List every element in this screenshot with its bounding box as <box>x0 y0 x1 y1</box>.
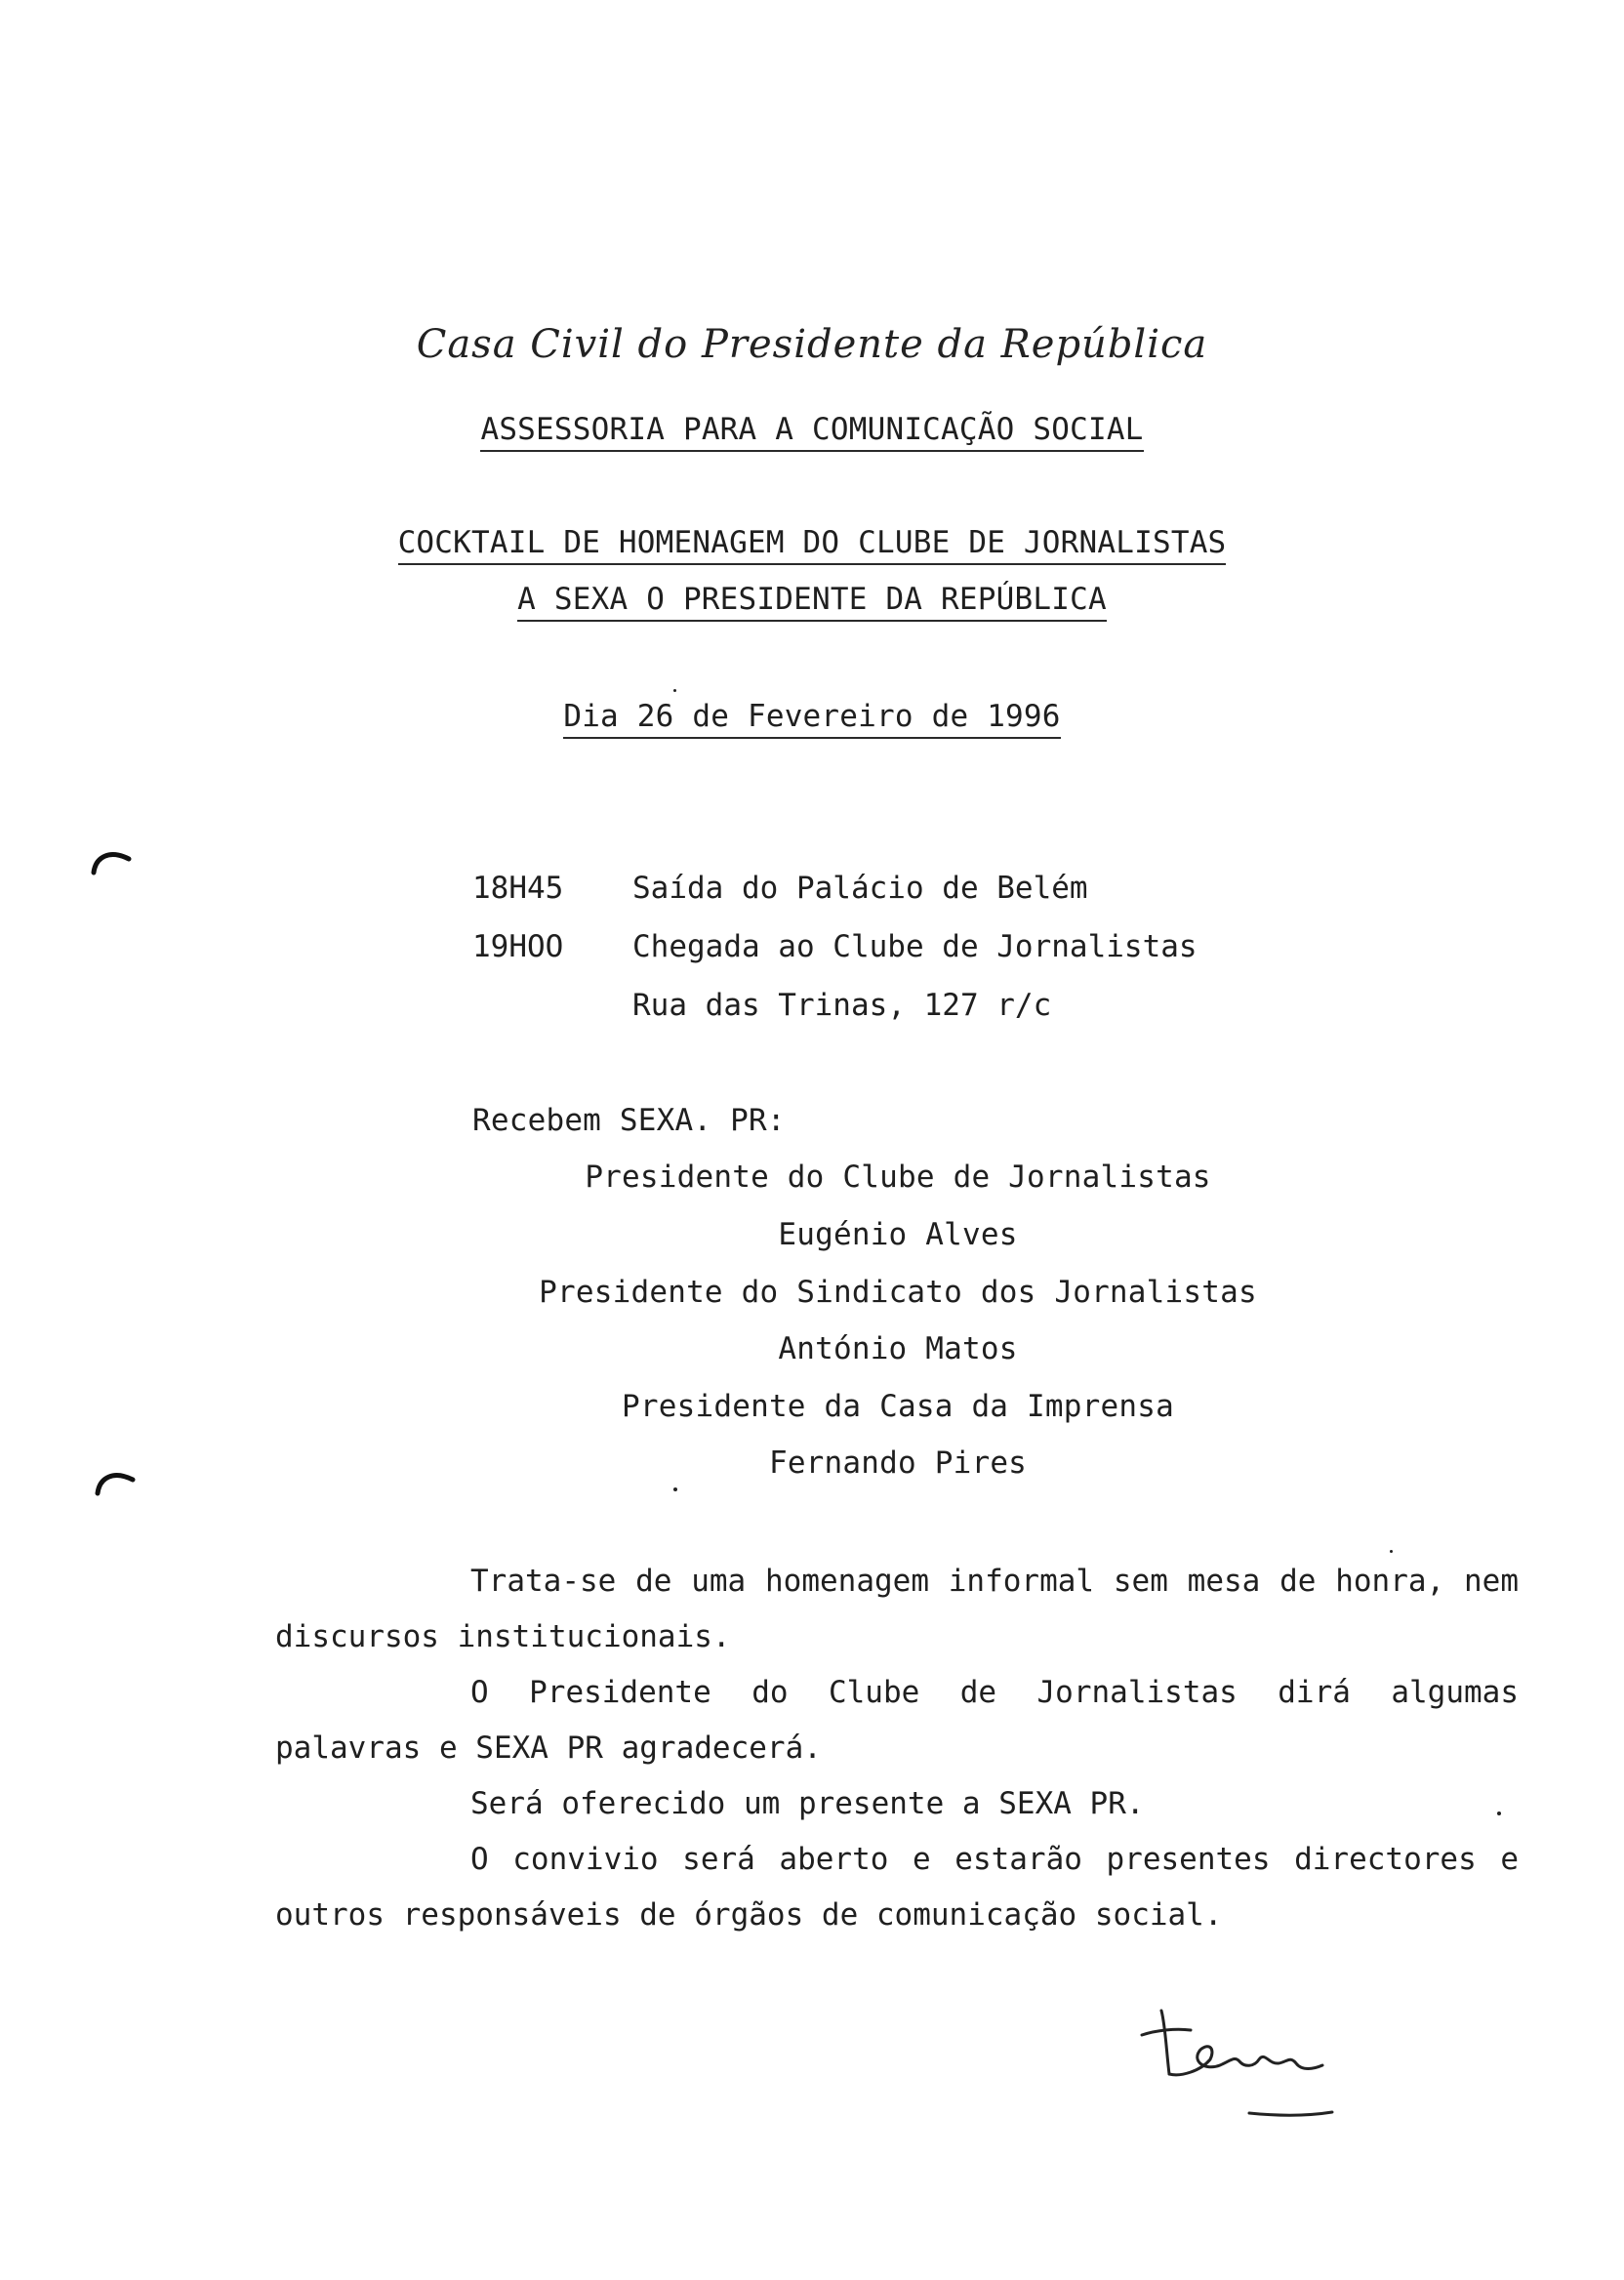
schedule-address: Rua das Trinas, 127 r/c <box>632 988 1052 1023</box>
event-title-line1-wrap <box>324 525 1300 565</box>
reception-line: Presidente do Clube de Jornalistas <box>585 1160 1211 1195</box>
paragraph: Será oferecido um presente a SEXA PR. <box>470 1786 1145 1821</box>
reception-line: Presidente do Sindicato dos Jornalistas <box>539 1275 1257 1310</box>
punch-hole-mark <box>88 839 137 878</box>
reception-heading: Recebem SEXA. PR: <box>472 1103 786 1138</box>
event-date: Dia 26 de Fevereiro de 1996 <box>563 699 1060 739</box>
speck <box>1390 1550 1393 1553</box>
event-date-wrap <box>324 699 1300 739</box>
schedule-text: Chegada ao Clube de Jornalistas <box>632 929 1198 964</box>
reception-line: Fernando Pires <box>768 1445 1028 1481</box>
department-heading-wrap <box>324 412 1300 452</box>
speck <box>673 689 676 692</box>
reception-line: Eugénio Alves <box>778 1217 1018 1252</box>
reception-line: Presidente da Casa da Imprensa <box>622 1389 1174 1424</box>
signature-mark <box>1122 1981 1376 2118</box>
reception-line: António Matos <box>778 1331 1018 1366</box>
paragraph: Trata-se de uma homenagem informal sem mesa de honra, nem discursos institucionais. <box>275 1564 1519 1654</box>
department-heading: ASSESSORIA PARA A COMUNICAÇÃO SOCIAL <box>480 412 1143 452</box>
paragraph: O Presidente do Clube de Jornalistas dirá algumas palavras e SEXA PR agradecerá. <box>275 1675 1519 1766</box>
event-title-line2-wrap <box>324 582 1300 622</box>
speck <box>673 1487 677 1491</box>
punch-hole-mark <box>92 1460 141 1499</box>
institution-script-heading: Casa Civil do Presidente da República <box>416 322 1208 367</box>
event-title-line1: COCKTAIL DE HOMENAGEM DO CLUBE DE JORNALISTAS <box>398 525 1227 565</box>
paragraph: O convivio será aberto e estarão presentes directores e outros responsáveis de órgãos de comunicação social. <box>275 1842 1519 1933</box>
speck <box>1497 1812 1501 1815</box>
body-text <box>275 1554 1519 1943</box>
schedule-time: 19HOO <box>472 929 564 964</box>
event-title-line2: A SEXA O PRESIDENTE DA REPÚBLICA <box>517 582 1107 622</box>
handwritten-signature <box>1122 1981 1376 2118</box>
schedule-time: 18H45 <box>472 871 564 906</box>
schedule-text: Saída do Palácio de Belém <box>632 871 1088 906</box>
